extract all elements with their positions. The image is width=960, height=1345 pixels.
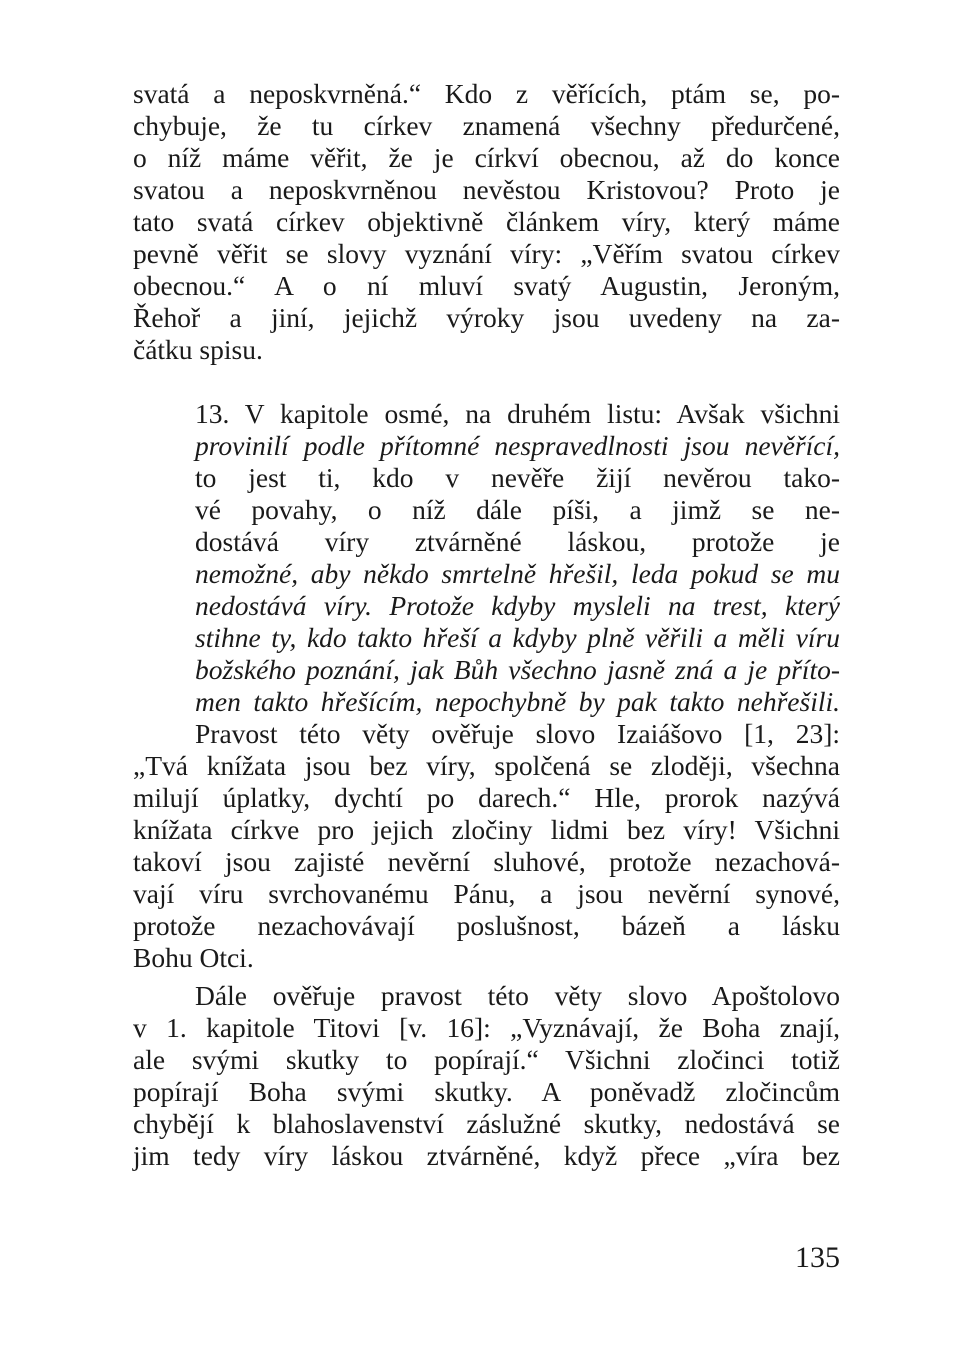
text-line: jim tedy víry láskou ztvárněné, když přece „víra bez (133, 1140, 840, 1171)
text-line: obecnou.“ A o ní mluví svatý Augustin, Jeroným, (133, 270, 840, 301)
text-line: knížata církve pro jejich zločiny lidmi bez víry! Všichni (133, 814, 840, 845)
text-line: dostává víry ztvárněné láskou, protože je (195, 526, 840, 557)
document-page (133, 78, 840, 1172)
text-line: v 1. kapitole Titovi [v. 16]: „Vyznávají, že Boha znají, (133, 1012, 840, 1043)
text-line: provinilí podle přítomné nespravedlnosti jsou nevěřící, (195, 430, 840, 461)
text-line: „Tvá knížata jsou bez víry, spolčená se zloději, všechna (133, 750, 840, 781)
text-line: chybějí k blahoslavenství záslužné skutky, nedostává se (133, 1108, 840, 1139)
text-line: ale svými skutky to popírají.“ Všichni zločinci totiž (133, 1044, 840, 1075)
text-line: vají víru svrchovanému Pánu, a jsou nevěrní synové, (133, 878, 840, 909)
paragraph-2 (133, 398, 840, 718)
paragraph-3 (133, 718, 840, 974)
text-line: Dále ověřuje pravost této věty slovo Apoštolovo (195, 980, 840, 1011)
text-line: protože nezachovávají poslušnost, bázeň a lásku (133, 910, 840, 941)
text-line: milují úplatky, dychtí po darech.“ Hle, prorok nazývá (133, 782, 840, 813)
text-line: Bohu Otci. (133, 942, 254, 973)
text-line: nemožné, aby někdo smrtelně hřešil, leda pokud se mu (195, 558, 840, 589)
paragraph-1 (133, 78, 840, 366)
text-line: čátku spisu. (133, 334, 263, 365)
text-line: Pravost této věty ověřuje slovo Izaiášovo [1, 23]: (195, 718, 840, 749)
text-line: chybuje, že tu církev znamená všechny předurčené, (133, 110, 840, 141)
text-line: takoví jsou zajisté nevěrní sluhové, protože nezachová- (133, 846, 840, 877)
paragraph-4 (133, 980, 840, 1172)
text-line: tato svatá církev objektivně článkem víry, který máme (133, 206, 840, 237)
text-line: svatou a neposkvrněnou nevěstou Kristovou? Proto je (133, 174, 840, 205)
text-line: stihne ty, kdo takto hřeší a kdyby plně věřili a měli víru (195, 622, 840, 653)
text-line: božského poznání, jak Bůh všechno jasně zná a je příto- (195, 654, 840, 685)
text-line: svatá a neposkvrněná.“ Kdo z věřících, ptám se, po- (133, 78, 840, 109)
text-line: nedostává víry. Protože kdyby mysleli na trest, který (195, 590, 840, 621)
text-line: to jest ti, kdo v nevěře žijí nevěrou tako- (195, 462, 840, 493)
text-line: Řehoř a jiní, jejichž výroky jsou uvedeny na za- (133, 302, 840, 333)
text-line: pevně věřit se slovy vyznání víry: „Věřím svatou církev (133, 238, 840, 269)
page-number: 135 (795, 1241, 840, 1274)
text-line: men takto hřešícím, nepochybně by pak takto nehřešili. (195, 686, 840, 717)
text-line: o níž máme věřit, že je církví obecnou, až do konce (133, 142, 840, 173)
text-line: vé povahy, o níž dále píši, a jimž se ne- (195, 494, 840, 525)
text-line: popírají Boha svými skutky. A poněvadž zločincům (133, 1076, 840, 1107)
text-line-section-13: 13. V kapitole osmé, na druhém listu: Avšak všichni (195, 398, 840, 429)
